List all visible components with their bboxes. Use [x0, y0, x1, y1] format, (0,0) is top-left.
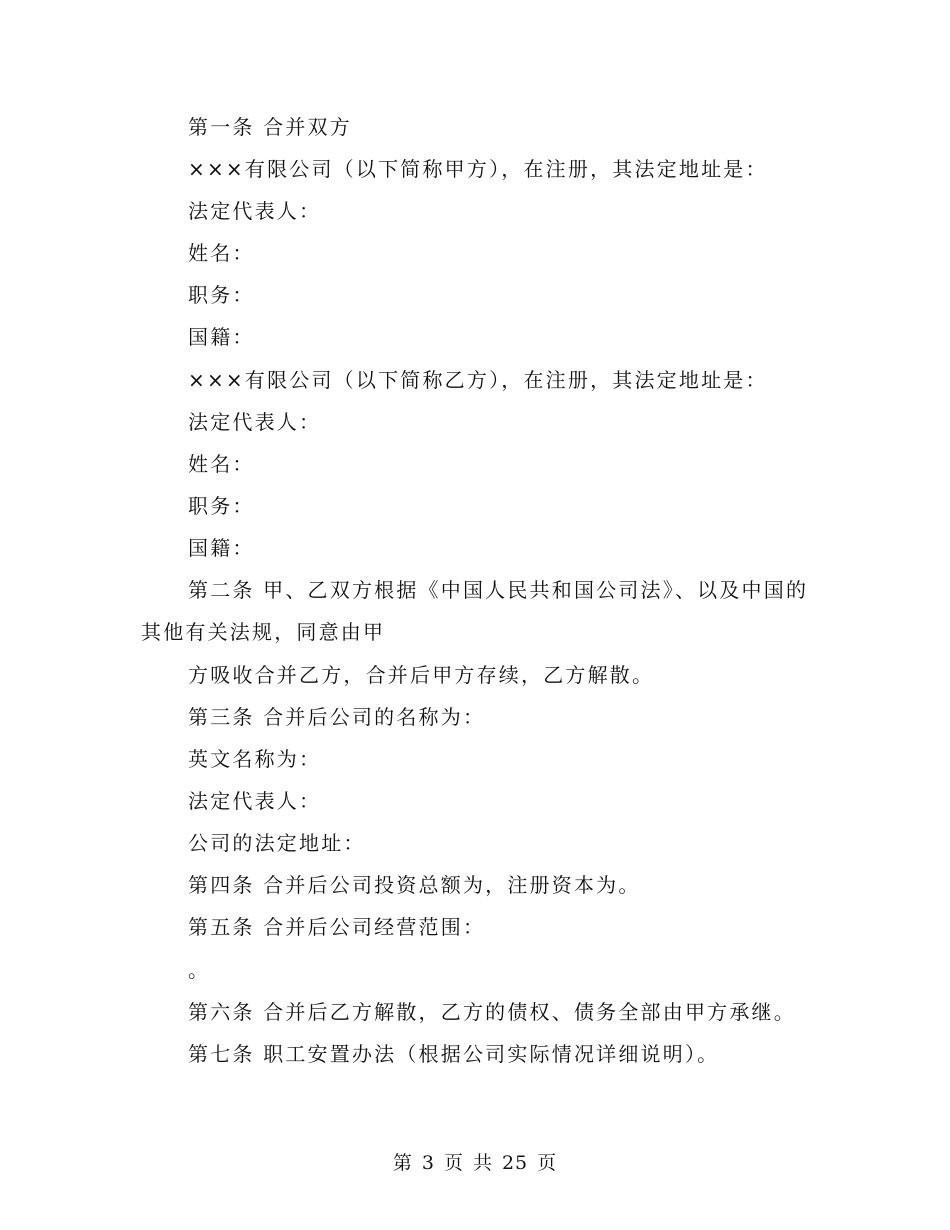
article-7-line: 第七条 职工安置办法（根据公司实际情况详细说明）。	[188, 1042, 720, 1066]
merged-legal-rep-label: 法定代表人：	[188, 789, 322, 813]
party-b-nationality-label: 国籍：	[188, 536, 255, 560]
footer-page-word: 页	[443, 1152, 464, 1174]
footer-total-word: 共	[472, 1152, 493, 1174]
party-b-company-line: ×××有限公司（以下简称乙方），在注册，其法定地址是：	[188, 368, 768, 392]
party-a-name-label: 姓名：	[188, 241, 255, 265]
article-6-line: 第六条 合并后乙方解散，乙方的债权、债务全部由甲方承继。	[188, 1000, 796, 1024]
party-a-legal-rep-label: 法定代表人：	[188, 199, 322, 223]
article-1-heading: 第一条 合并双方	[188, 115, 352, 139]
article-2-line-3: 方吸收合并乙方，合并后甲方存续，乙方解散。	[188, 663, 655, 687]
english-name-label: 英文名称为：	[188, 747, 322, 771]
article-2-line-1: 第二条 甲、乙双方根据《中国人民共和国公司法》、以及中国的	[188, 578, 809, 602]
article-5-heading: 第五条 合并后公司经营范围：	[188, 915, 486, 939]
page-footer	[0, 1150, 950, 1176]
footer-current-page: 3	[421, 1152, 435, 1174]
footer-suffix: 页	[537, 1152, 558, 1174]
party-a-company-line: ×××有限公司（以下简称甲方），在注册，其法定地址是：	[188, 157, 768, 181]
party-b-position-label: 职务：	[188, 494, 255, 518]
party-b-legal-rep-label: 法定代表人：	[188, 410, 322, 434]
footer-prefix: 第	[392, 1152, 413, 1174]
article-3-heading: 第三条 合并后公司的名称为：	[188, 705, 486, 729]
footer-total-pages: 25	[501, 1152, 529, 1174]
party-b-name-label: 姓名：	[188, 452, 255, 476]
party-a-nationality-label: 国籍：	[188, 325, 255, 349]
company-address-label: 公司的法定地址：	[188, 831, 366, 855]
article-5-scope-line: 。	[188, 958, 211, 982]
article-4-line: 第四条 合并后公司投资总额为，注册资本为。	[188, 873, 641, 897]
party-a-position-label: 职务：	[188, 283, 255, 307]
article-2-line-2: 其他有关法规，同意由甲	[141, 620, 386, 644]
